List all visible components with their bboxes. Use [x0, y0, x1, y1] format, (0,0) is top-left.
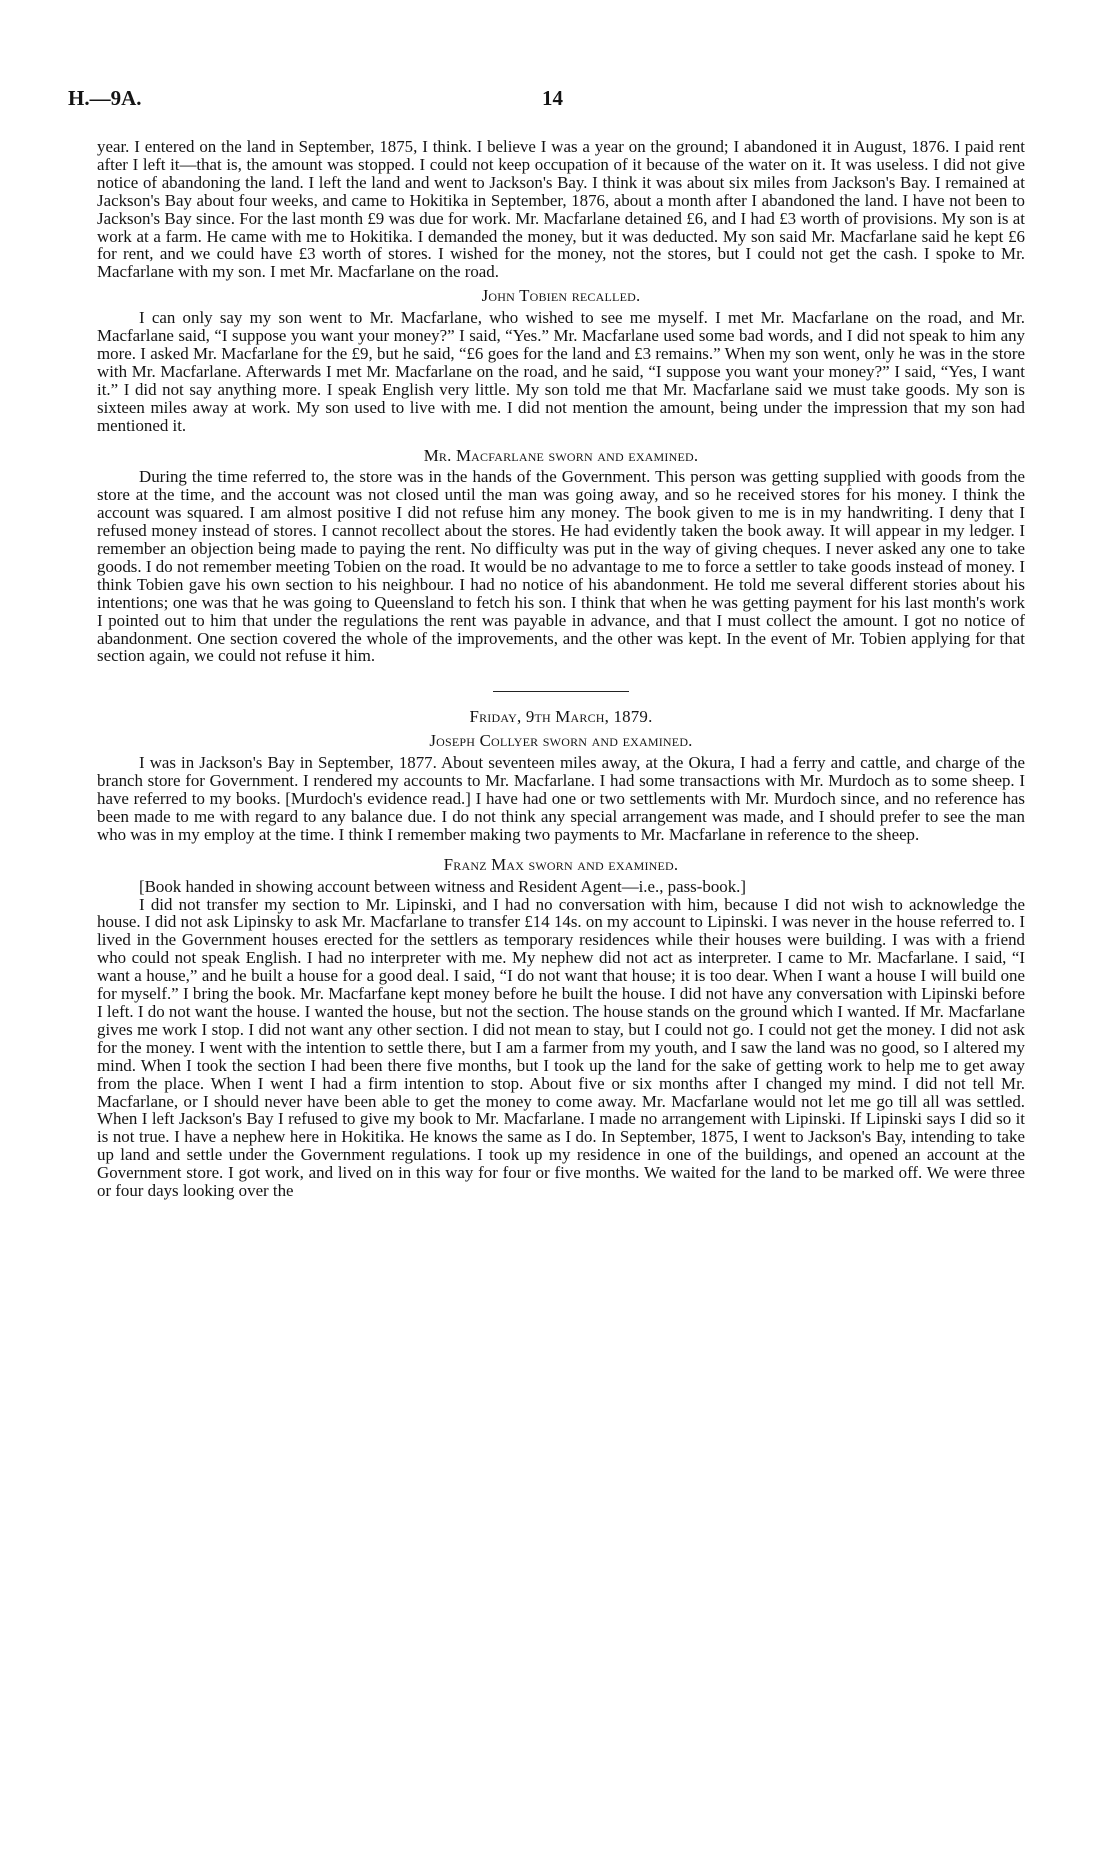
date-heading: Friday, 9th March, 1879.	[469, 707, 653, 727]
witness-heading-macfarlane: Mr. Macfarlane sworn and examined.	[423, 445, 699, 465]
witness-heading-tobien: John Tobien recalled.	[481, 286, 641, 306]
witness-heading-collyer: Joseph Collyer sworn and examined.	[429, 731, 693, 751]
page-number: 14	[542, 86, 563, 110]
document-reference: H.—9A.	[68, 86, 142, 110]
document-body	[97, 138, 1025, 1200]
section-divider	[493, 691, 629, 692]
paragraph-tobien: I can only say my son went to Mr. Macfarlane, who wished to see me myself. I met Mr. Macfarlane on the road, and Mr. Macfarlane said, “I suppose you want your money?” I said, “Yes.” Mr. Macfarlane used some bad words, and I did not speak to him any more. I asked Mr. Macfarlane for the £9, but he said, “£6 goes for the land and £3 remains.” When my son went, only he was in the store with Mr. Macfarlane. Afterwards I met Mr. Macfarlane on the road, and he said, “I suppose you want your money?” I said, “Yes, I want it.” I did not say anything more. I speak English very little. My son told me that Mr. Macfarlane said we must take goods. My son is sixteen miles away at work. My son used to live with me. I did not mention the amount, being under the impression that my son had mentioned it.	[97, 308, 1025, 435]
paragraph-collyer: I was in Jackson's Bay in September, 1877. About seventeen miles away, at the Okura, I had a ferry and cattle, and charge of the branch store for Government. I rendered my accounts to Mr. Macfarlane. I had some transactions with Mr. Murdoch as to some sheep. I have referred to my books. [Murdoch's evidence read.] I have had one or two settlements with Mr. Murdoch since, and no reference has been made to me with regard to any balance due. I do not think any special arrangement was made, and I should prefer to see the man who was in my employ at the time. I think I remember making two payments to Mr. Macfarlane in reference to the sheep.	[97, 753, 1025, 844]
bracketed-note: [Book handed in showing account between witness and Resident Agent—i.e., pass-book.]	[139, 876, 747, 896]
paragraph-continuation: year. I entered on the land in September, 1875, I think. I believe I was a year on the ground; I abandoned it in August, 1876. I paid rent after I left it—that is, the amount was stopped. I could not keep occupation of it because of the water on it. It was useless. I did not give notice of abandoning the land. I left the land and went to Jackson's Bay. I think it was about six miles from Jackson's Bay. I remained at Jackson's Bay about four weeks, and came to Hokitika in September, 1876, about a month after I abandoned the land. I have not been to Jackson's Bay since. For the last month £9 was due for work. Mr. Macfarlane detained £6, and I had £3 worth of provisions. My son is at work at a farm. He came with me to Hokitika. I demanded the money, but it was deducted. My son said Mr. Macfarlane said he kept £6 for rent, and we could have £3 worth of stores. I wished for the money, not the stores, but I could not get the cash. I spoke to Mr. Macfarlane with my son. I met Mr. Macfarlane on the road.	[97, 137, 1025, 282]
witness-heading-max: Franz Max sworn and examined.	[443, 854, 679, 874]
paragraph-max: I did not transfer my section to Mr. Lipinski, and I had no conversation with him, because I did not wish to acknowledge the house. I did not ask Lipinsky to ask Mr. Macfarlane to transfer £14 14s. on my account to Lipinski. I was never in the house referred to. I lived in the Government houses erected for the settlers as temporary residences while their houses were building. I was with a friend who could not speak English. I had no interpreter with me. My nephew did not act as interpreter. I came to Mr. Macfarlane. I said, “I want a house,” and he built a house for a good deal. I said, “I do not want that house; it is too dear. When I want a house I will build one for myself.” I bring the book. Mr. Macfarfane kept money before he built the house. I did not have any conversation with Lipinski before I left. I do not want the house. I wanted the house, but not the section. The house stands on the ground which I wanted. If Mr. Macfarlane gives me work I stop. I did not want any other section. I did not mean to stay, but I could not go. I could not get the money. I did not ask for the money. I went with the intention to settle there, but I am a farmer from my youth, and I saw the land was no good, so I altered my mind. When I took the section I had been there five months, but I took up the land for the sake of getting work to help me to get away from the place. When I went I had a firm intention to stop. About five or six months after I changed my mind. I did not tell Mr. Macfarlane, or I should never have been able to get the money to come away. Mr. Macfarlane would not let me go till all was settled. When I left Jackson's Bay I refused to give my book to Mr. Macfarlane. I made no arrangement with Lipinski. If Lipinski says I did so it is not true. I have a nephew here in Hokitika. He knows the same as I do. In September, 1875, I went to Jackson's Bay, intending to take up land and settle under the Government regulations. I took up my residence in one of the buildings, and opened an account at the Government store. I got work, and lived on in this way for four or five months. We waited for the land to be marked off. We were three or four days looking over the	[97, 894, 1025, 1201]
paragraph-macfarlane: During the time referred to, the store was in the hands of the Government. This person was getting supplied with goods from the store at the time, and the account was not closed until the man was going away, and so he received stores for his money. I think the account was squared. I am almost positive I did not refuse him any money. The book given to me is in my handwriting. I deny that I refused money instead of stores. I cannot recollect about the stores. He had evidently taken the book away. It will appear in my ledger. I remember an objection being made to paying the rent. No difficulty was put in the way of giving cheques. I never asked any one to take goods. I do not remember meeting Tobien on the road. It would be no advantage to me to force a settler to take goods instead of money. I think Tobien gave his own section to his neighbour. I had no notice of his abandonment. He told me several different stories about his intentions; one was that he was going to Queensland to fetch his son. I think that when he was getting payment for his last month's work I pointed out to him that under the regulations the rent was payable in advance, and that I must collect the amount. I got no notice of abandonment. One section covered the whole of the improvements, and the other was kept. In the event of Mr. Tobien applying for that section again, we could not refuse it him.	[97, 467, 1025, 666]
